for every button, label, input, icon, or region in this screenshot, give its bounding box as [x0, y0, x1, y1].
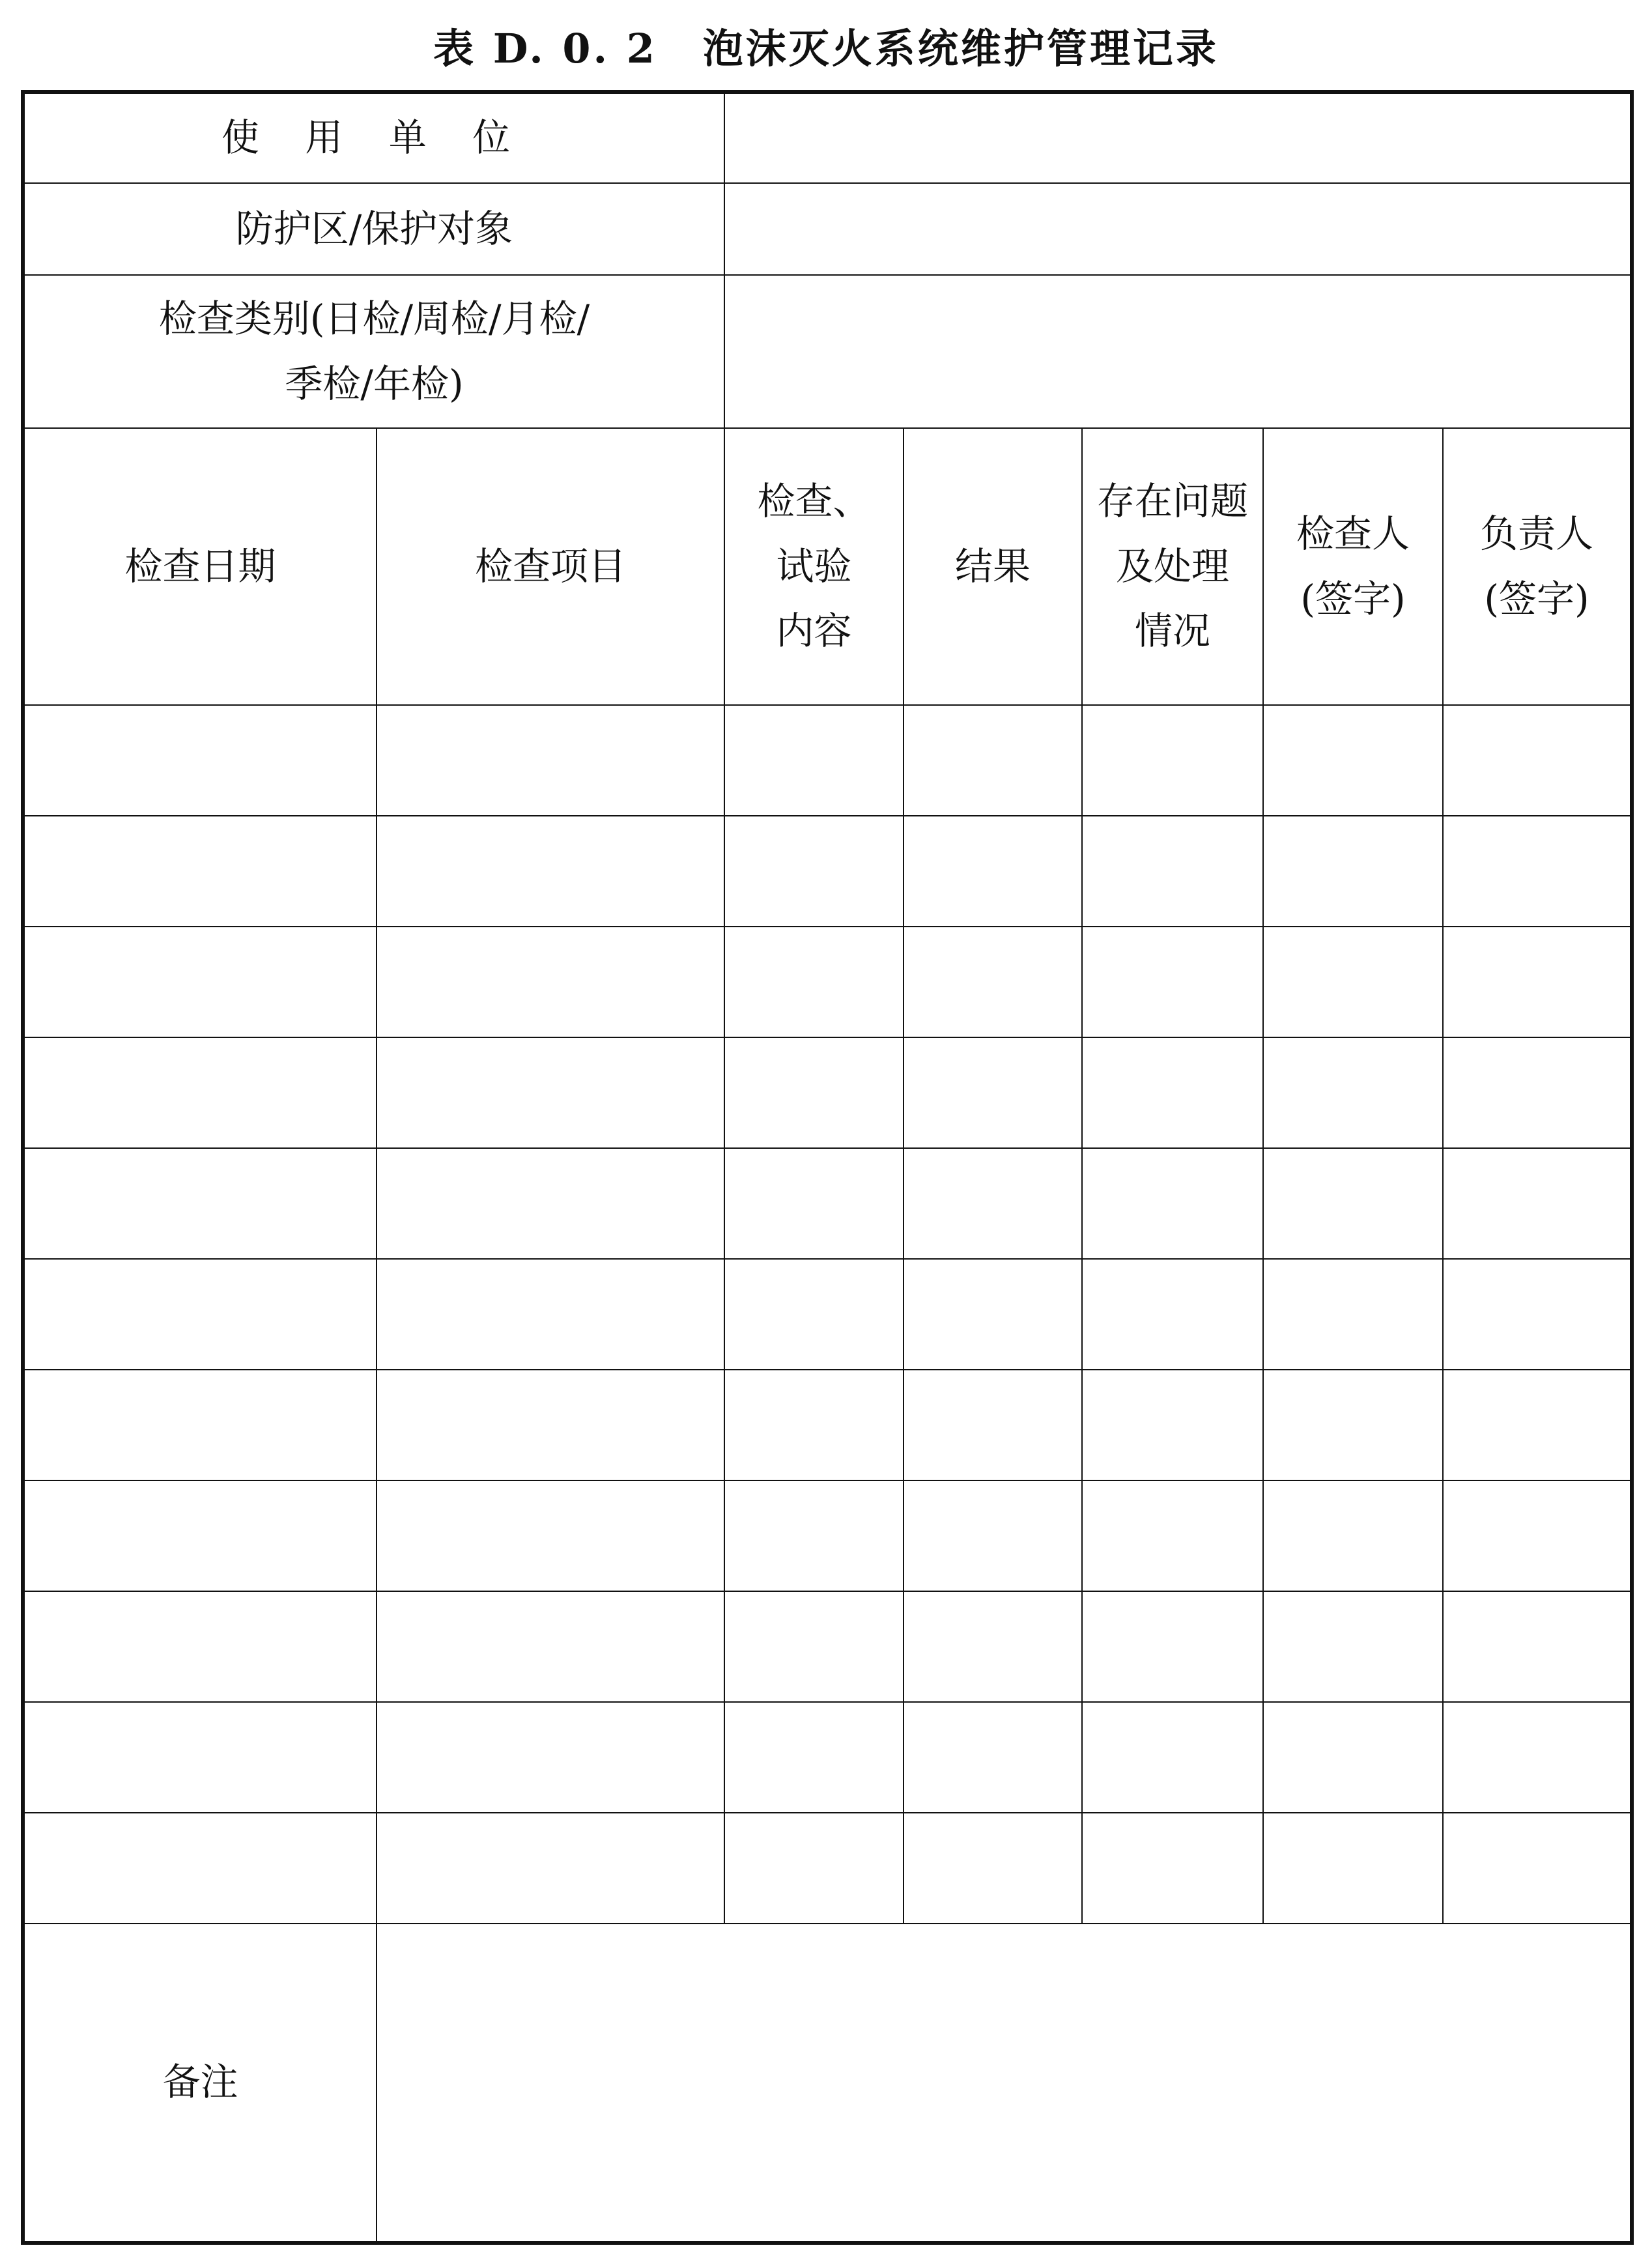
date-cell[interactable]: [23, 1370, 377, 1480]
item-cell[interactable]: [377, 1813, 724, 1924]
maintenance-record-table: [21, 90, 1634, 2245]
table-row: [23, 1591, 1632, 1702]
issues-cell[interactable]: [1082, 1148, 1263, 1259]
inspection-category-label: 检查类别(日检/周检/月检/ 季检/年检): [23, 275, 724, 428]
item-cell[interactable]: [377, 816, 724, 927]
responsible-cell[interactable]: [1443, 1813, 1632, 1924]
header-inspector-signature: 检查人 (签字): [1263, 428, 1443, 705]
info-row-protected-area: [23, 183, 1632, 275]
header-result: 结果: [904, 428, 1082, 705]
inspector-cell[interactable]: [1263, 816, 1443, 927]
table-number: 表 D. 0. 2: [433, 24, 657, 72]
item-cell[interactable]: [377, 705, 724, 816]
date-cell[interactable]: [23, 1702, 377, 1813]
table-row: [23, 1702, 1632, 1813]
date-cell[interactable]: [23, 927, 377, 1037]
issues-cell[interactable]: [1082, 927, 1263, 1037]
responsible-cell[interactable]: [1443, 927, 1632, 1037]
item-cell[interactable]: [377, 1259, 724, 1370]
content-cell[interactable]: [724, 1370, 904, 1480]
content-cell[interactable]: [724, 1037, 904, 1148]
date-cell[interactable]: [23, 1813, 377, 1924]
column-header-row: [23, 428, 1632, 705]
date-cell[interactable]: [23, 816, 377, 927]
issues-cell[interactable]: [1082, 705, 1263, 816]
issues-cell[interactable]: [1082, 1702, 1263, 1813]
content-cell[interactable]: [724, 816, 904, 927]
inspector-cell[interactable]: [1263, 1813, 1443, 1924]
remarks-label: 备注: [23, 1924, 377, 2243]
user-unit-value[interactable]: [724, 92, 1632, 183]
item-cell[interactable]: [377, 1037, 724, 1148]
issues-cell[interactable]: [1082, 1813, 1263, 1924]
header-responsible-signature: 负责人 (签字): [1443, 428, 1632, 705]
content-cell[interactable]: [724, 1702, 904, 1813]
table-row: [23, 1259, 1632, 1370]
data-rows: [23, 705, 1632, 1924]
info-row-inspection-category: [23, 275, 1632, 428]
table-row: [23, 1037, 1632, 1148]
content-cell[interactable]: [724, 1480, 904, 1591]
responsible-cell[interactable]: [1443, 1259, 1632, 1370]
responsible-cell[interactable]: [1443, 1037, 1632, 1148]
protected-area-value[interactable]: [724, 183, 1632, 275]
date-cell[interactable]: [23, 1037, 377, 1148]
responsible-cell[interactable]: [1443, 816, 1632, 927]
result-cell[interactable]: [904, 1259, 1082, 1370]
table-row: [23, 705, 1632, 816]
table-row: [23, 1370, 1632, 1480]
table-row: [23, 1480, 1632, 1591]
table-row: [23, 1148, 1632, 1259]
result-cell[interactable]: [904, 1148, 1082, 1259]
inspector-cell[interactable]: [1263, 1259, 1443, 1370]
date-cell[interactable]: [23, 1591, 377, 1702]
info-row-user-unit: [23, 92, 1632, 183]
issues-cell[interactable]: [1082, 816, 1263, 927]
result-cell[interactable]: [904, 1702, 1082, 1813]
inspector-cell[interactable]: [1263, 1591, 1443, 1702]
inspector-cell[interactable]: [1263, 927, 1443, 1037]
table-row: [23, 816, 1632, 927]
header-issues-and-handling: 存在问题 及处理 情况: [1082, 428, 1263, 705]
responsible-cell[interactable]: [1443, 1148, 1632, 1259]
result-cell[interactable]: [904, 1037, 1082, 1148]
table-title: [0, 9, 1652, 81]
item-cell[interactable]: [377, 1480, 724, 1591]
date-cell[interactable]: [23, 1259, 377, 1370]
issues-cell[interactable]: [1082, 1591, 1263, 1702]
inspector-cell[interactable]: [1263, 705, 1443, 816]
item-cell[interactable]: [377, 927, 724, 1037]
issues-cell[interactable]: [1082, 1037, 1263, 1148]
inspection-category-value[interactable]: [724, 275, 1632, 428]
header-inspection-item: 检查项目: [377, 428, 724, 705]
protected-area-label: 防护区/保护对象: [23, 183, 724, 275]
responsible-cell[interactable]: [1443, 705, 1632, 816]
table-row: [23, 1813, 1632, 1924]
issues-cell[interactable]: [1082, 1259, 1263, 1370]
result-cell[interactable]: [904, 1480, 1082, 1591]
responsible-cell[interactable]: [1443, 1480, 1632, 1591]
inspector-cell[interactable]: [1263, 1148, 1443, 1259]
table-row: [23, 927, 1632, 1037]
date-cell[interactable]: [23, 1148, 377, 1259]
issues-cell[interactable]: [1082, 1370, 1263, 1480]
result-cell[interactable]: [904, 1813, 1082, 1924]
item-cell[interactable]: [377, 1370, 724, 1480]
remarks-row: [23, 1924, 1632, 2243]
result-cell[interactable]: [904, 816, 1082, 927]
inspector-cell[interactable]: [1263, 1370, 1443, 1480]
inspector-cell[interactable]: [1263, 1480, 1443, 1591]
result-cell[interactable]: [904, 705, 1082, 816]
result-cell[interactable]: [904, 1591, 1082, 1702]
content-cell[interactable]: [724, 1148, 904, 1259]
date-cell[interactable]: [23, 1480, 377, 1591]
issues-cell[interactable]: [1082, 1480, 1263, 1591]
header-inspection-test-content: 检查、 试验 内容: [724, 428, 904, 705]
responsible-cell[interactable]: [1443, 1702, 1632, 1813]
content-cell[interactable]: [724, 1591, 904, 1702]
remarks-value[interactable]: [377, 1924, 1632, 2243]
item-cell[interactable]: [377, 1591, 724, 1702]
inspector-cell[interactable]: [1263, 1037, 1443, 1148]
user-unit-label: 使 用 单 位: [23, 92, 724, 183]
content-cell[interactable]: [724, 705, 904, 816]
content-cell[interactable]: [724, 1813, 904, 1924]
responsible-cell[interactable]: [1443, 1370, 1632, 1480]
inspector-cell[interactable]: [1263, 1702, 1443, 1813]
item-cell[interactable]: [377, 1148, 724, 1259]
item-cell[interactable]: [377, 1702, 724, 1813]
content-cell[interactable]: [724, 927, 904, 1037]
header-inspection-date: 检查日期: [23, 428, 377, 705]
content-cell[interactable]: [724, 1259, 904, 1370]
result-cell[interactable]: [904, 1370, 1082, 1480]
responsible-cell[interactable]: [1443, 1591, 1632, 1702]
table-name: 泡沫灭火系统维护管理记录: [702, 24, 1219, 72]
date-cell[interactable]: [23, 705, 377, 816]
result-cell[interactable]: [904, 927, 1082, 1037]
